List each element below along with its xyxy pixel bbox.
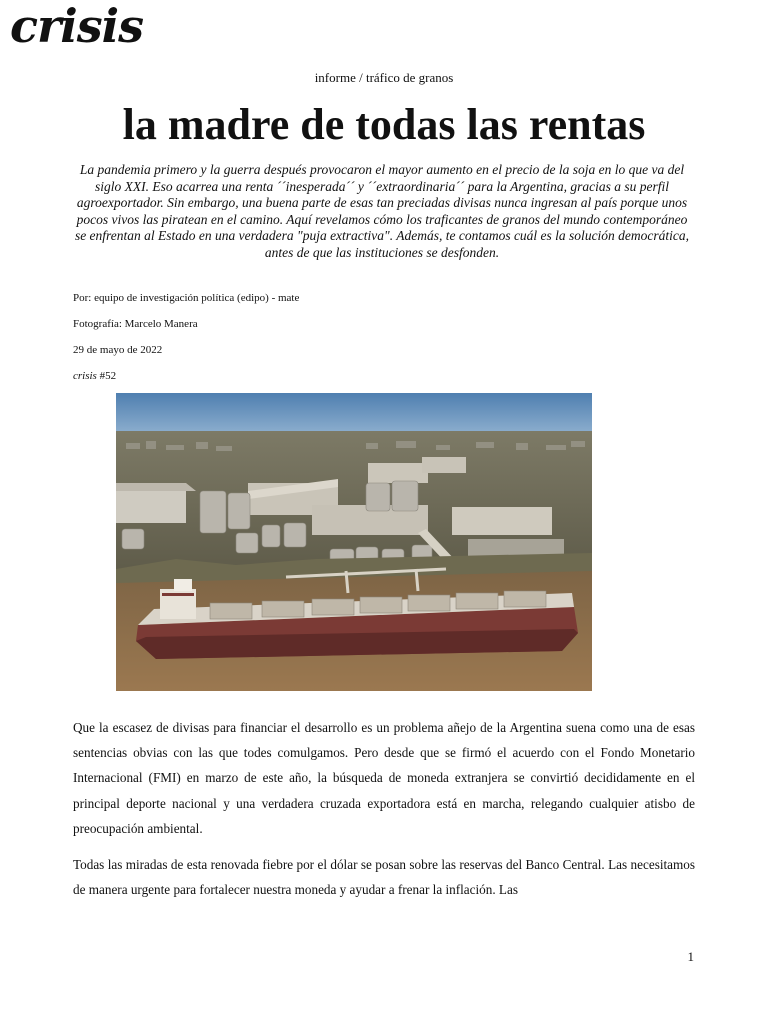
issue-name: crisis bbox=[73, 370, 97, 382]
body-paragraph: Todas las miradas de esta renovada fiebre por el dólar se posan sobre las reservas del Banco Central. Las necesitamos de manera urgente para fortalecer nuestra moneda y ayudar a frenar la inflación. Las bbox=[73, 857, 695, 898]
sky bbox=[116, 393, 592, 435]
warehouse bbox=[452, 507, 552, 535]
grain-port-photo bbox=[116, 393, 592, 691]
byline: Por: equipo de investigación política (edipo) - mate bbox=[73, 292, 300, 304]
page-number: 1 bbox=[687, 949, 694, 964]
publication-date: 29 de mayo de 2022 bbox=[73, 344, 163, 356]
photo-credit: Fotografía: Marcelo Manera bbox=[73, 318, 198, 330]
section-label: informe / tráfico de granos bbox=[314, 70, 454, 85]
issue-label bbox=[73, 369, 116, 383]
body-paragraph: Que la escasez de divisas para financiar el desarrollo es un problema añejo de la Argentina suena como una de esas sentencias obvias con las que todes comulgamos. Pero desde que se firmó el acuerdo con el Fondo Monetario Internacional (FMI) en marzo de este año, la búsqueda de moneda extranjera se convirtió decididamente en el principal deporte nacional y una verdadera cruzada exportadora está en marcha, relegando cualquier atisbo de preocupación ambiental. bbox=[73, 720, 695, 836]
crisis-logo: crisis bbox=[10, 0, 143, 53]
article-dek: La pandemia primero y la guerra después provocaron el mayor aumento en el precio de la soja en lo que va del siglo XXI. Eso acarrea una renta ´´inesperada´´ y ´´extraordinaria´´ para la Argentina, gracias a su perfil agroexportador. Sin embargo, una buena parte de esas tan preciadas divisas nunca ingresan al país porque unos pocos vivos las piratean en el camino. Aquí revelamos cómo los traficantes de granos del mundo contemporáneo se enfrentan al Estado en una verdadera "puja extractiva". Además, te contamos cuál es la solución democrática, antes de que las instituciones se desfonden. bbox=[74, 162, 690, 260]
issue-number: #52 bbox=[96, 370, 117, 382]
article-headline: la madre de todas las rentas bbox=[122, 100, 646, 149]
